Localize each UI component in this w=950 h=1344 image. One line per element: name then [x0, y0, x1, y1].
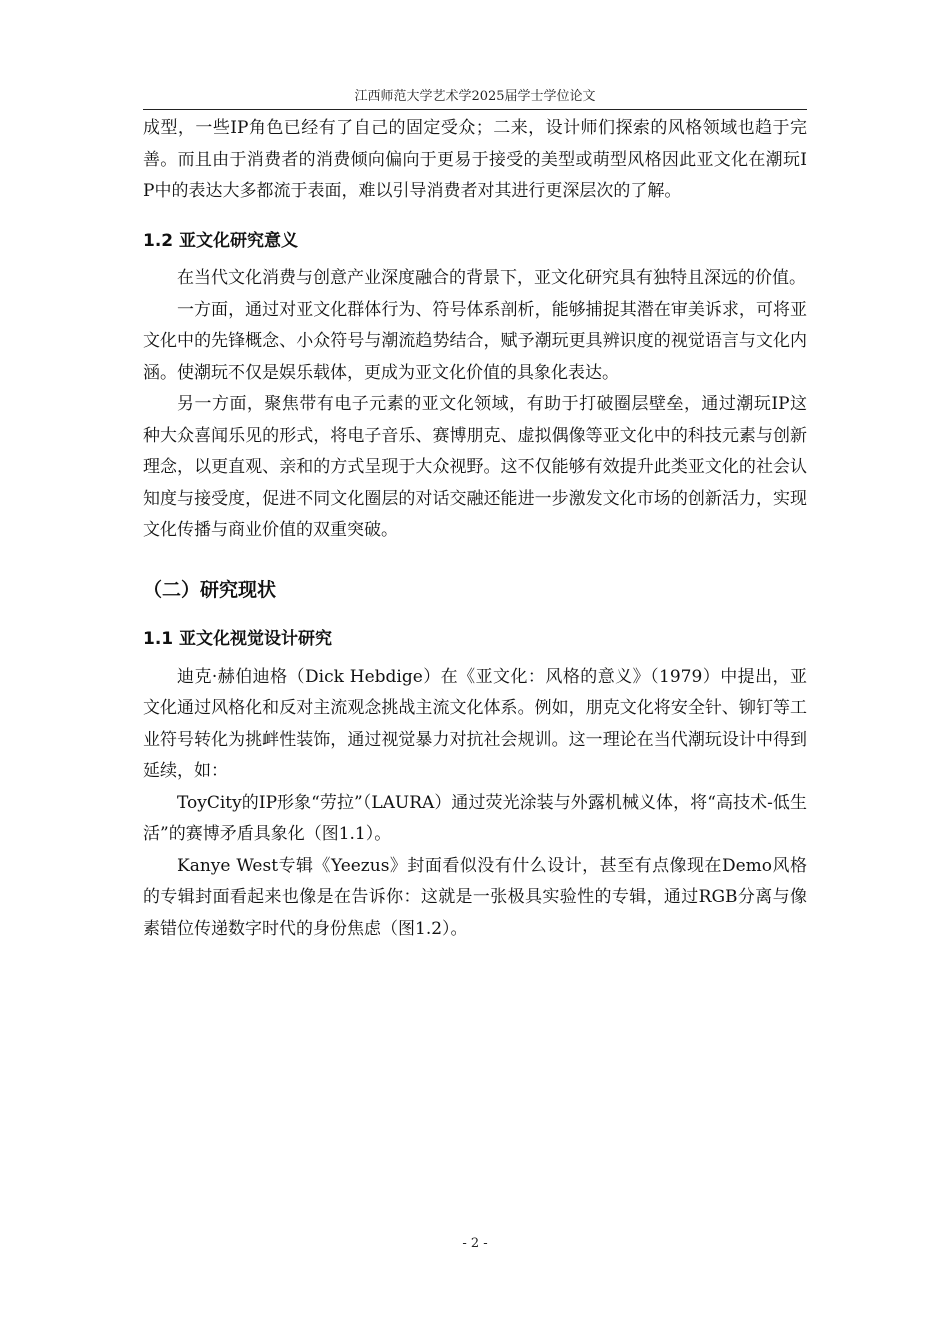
spacer — [143, 547, 807, 575]
paragraph: 在当代文化消费与创意产业深度融合的背景下，亚文化研究具有独特且深远的价值。 — [177, 268, 806, 288]
paragraph: ToyCity的IP形象“劳拉”（LAURA）通过荧光涂装与外露机械义体，将“高技术-低生活”的赛博矛盾具象化（图1.1）。 — [143, 792, 807, 844]
paragraph: 一方面，通过对亚文化群体行为、符号体系剖析，能够捕捉其潜在审美诉求，可将亚文化中的先锋概念、小众符号与潮流趋势结合，赋予潮玩更具辨识度的视觉语言与文化内涵。使潮玩不仅是娱乐载体，更成为亚文化价值的具象化表达。 — [143, 299, 807, 383]
document-body — [143, 113, 807, 945]
paragraph: 迪克·赫伯迪格（Dick Hebdige）在《亚文化：风格的意义》（1979）中提出，亚文化通过风格化和反对主流观念挑战主流文化体系。例如，朋克文化将安全针、铆钉等工业符号转化为挑衅性装饰，通过视觉暴力对抗社会规训。这一理论在当代潮玩设计中得到延续，如： — [143, 666, 807, 781]
spacer — [143, 208, 807, 226]
header-rule — [143, 109, 807, 110]
paragraph: Kanye West专辑《Yeezus》封面看似没有什么设计，甚至有点像现在Demo风格的专辑封面看起来也像是在告诉你：这就是一张极具实验性的专辑，通过RGB分离与像素错位传递数字时代的身份焦虑（图1.2）。 — [143, 855, 807, 939]
intro-paragraph: 成型，一些IP角色已经有了自己的固定受众；二来，设计师们探索的风格领域也趋于完善。而且由于消费者的消费倾向偏向于更易于接受的美型或萌型风格因此亚文化在潮玩IP中的表达大多都流于表面，难以引导消费者对其进行更深层次的了解。 — [143, 118, 807, 201]
section-heading-2: （二）研究现状 — [143, 578, 277, 601]
page-header: 江西师范大学艺术学2025届学士学位论文 — [354, 89, 596, 104]
paragraph: 另一方面，聚焦带有电子元素的亚文化领域，有助于打破圈层壁垒，通过潮玩IP这种大众喜闻乐见的形式，将电子音乐、赛博朋克、虚拟偶像等亚文化中的科技元素与创新理念，以更直观、亲和的方式呈现于大众视野。这不仅能够有效提升此类亚文化的社会认知度与接受度，促进不同文化圈层的对话交融还能进一步激发文化市场的创新活力，实现文化传播与商业价值的双重突破。 — [143, 394, 807, 540]
spacer — [143, 606, 807, 624]
page-number: - 2 - — [462, 1236, 488, 1251]
section-heading-1-2: 1.2 亚文化研究意义 — [143, 230, 299, 251]
section-heading-1-1: 1.1 亚文化视觉设计研究 — [143, 629, 333, 649]
